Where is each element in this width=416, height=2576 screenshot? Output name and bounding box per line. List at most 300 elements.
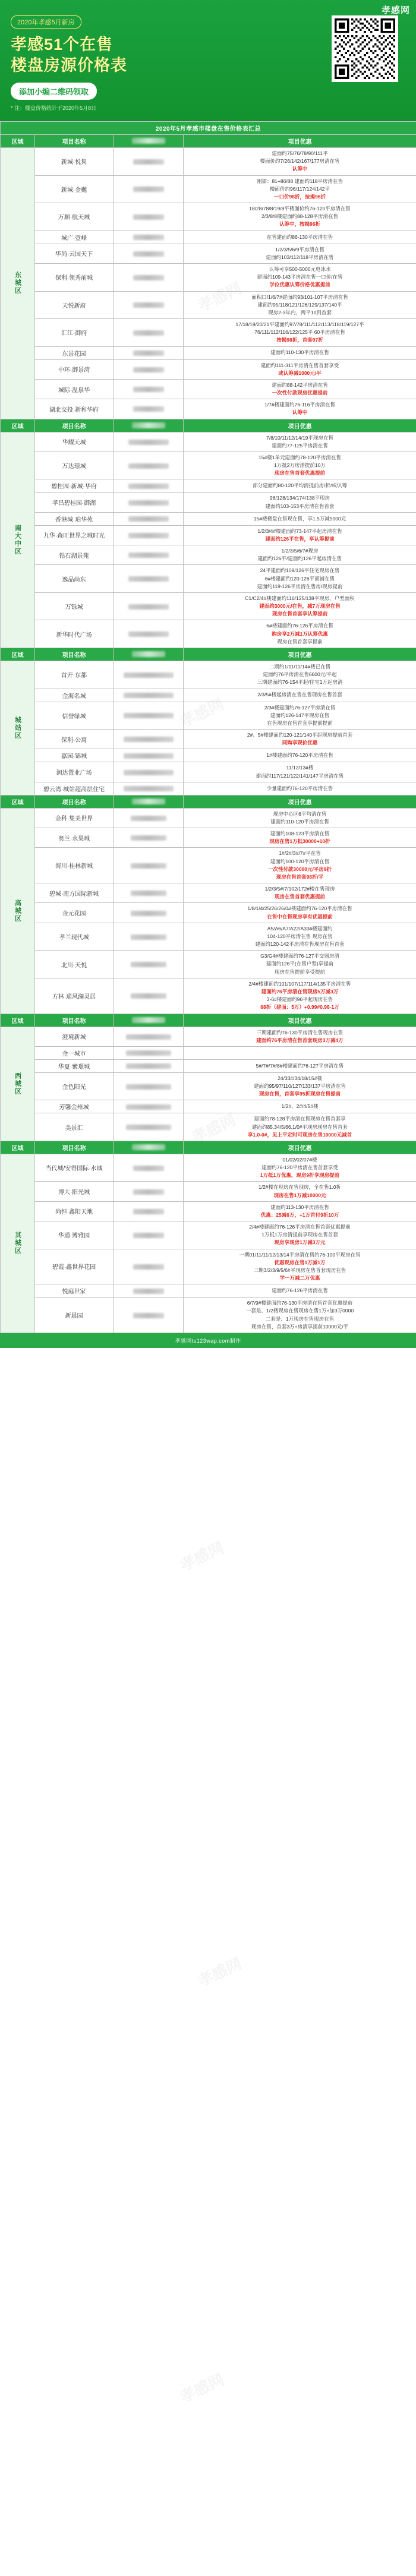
info-line: 1#楼建面约76-120平房清在售 (266, 752, 333, 759)
info-line: 建面约95/97/110/127/133/137平房清在售 (254, 1083, 346, 1090)
info-line: 楼面价约96/117/124/142平 (270, 185, 330, 192)
project-name-cell[interactable]: 金科·集美世界 (35, 808, 114, 828)
info-line: 现房在售首套98折/平 (276, 873, 324, 880)
table-row (1, 545, 416, 565)
table-row (1, 951, 416, 978)
project-info-cell (184, 319, 416, 347)
info-line: 或认筹减1000元/平 (278, 370, 322, 376)
table-row (1, 689, 416, 702)
price-table-wrap (0, 121, 416, 1333)
project-name-cell[interactable]: 东景花园 (35, 346, 114, 359)
info-line: 三期建面约76-130平房清在售现房在售 (256, 1029, 343, 1036)
price-cell (114, 399, 184, 419)
project-name-cell[interactable]: 澄境新城 (35, 1027, 114, 1046)
project-info-cell (184, 702, 416, 730)
project-name-cell[interactable]: 美景汇 (35, 1113, 114, 1141)
info-line: 现房2-3年内，两平10到首套 (268, 309, 332, 315)
project-name-cell[interactable]: 尚恒·鑫阳天地 (35, 1201, 114, 1221)
project-name-cell[interactable]: 金一城市 (35, 1046, 114, 1059)
info-line: 现房在售首套优惠提前 (274, 894, 325, 900)
table-row (1, 620, 416, 648)
section-header-row (1, 419, 416, 432)
table-row (1, 203, 416, 231)
info-line: 1/2#、2#/4/5#楼 (281, 1103, 319, 1110)
header-price (114, 419, 184, 432)
info-line: 一期01/11/11/12/13/14平房清在售约76-100平现房在售 (239, 1251, 361, 1258)
info-line: 认筹中 (292, 166, 308, 172)
table-row (1, 512, 416, 525)
header-price-blur (132, 651, 165, 657)
info-line: 按揭98折，首套97折 (276, 337, 323, 343)
info-line: C1/C2/4#楼建面约116/125/138平现房，户型面积 (245, 595, 355, 601)
price-blur (133, 302, 164, 308)
project-name-cell[interactable]: 方林·通风澜灵居 (35, 978, 114, 1014)
project-info-cell (184, 1298, 416, 1333)
project-name-cell[interactable]: 城广·壹峰 (35, 231, 114, 244)
info-line: 建面约76平房清在售首套现房3万减4万 (256, 1037, 343, 1043)
info-line: 购房享2万减1万认筹优惠 (272, 630, 328, 637)
info-line: 楼面价约7/26/142/167/177房清在售 (260, 158, 340, 165)
table-row (1, 1221, 416, 1249)
price-blur (128, 484, 169, 489)
project-info-cell (184, 828, 416, 848)
watermark (176, 2367, 227, 2407)
district-cell: 高城区 (1, 808, 35, 1014)
project-info-cell (184, 291, 416, 319)
price-blur (133, 1189, 164, 1195)
info-line: 建面约109-143平房清在售一口价/在售 (257, 274, 343, 280)
project-name-cell[interactable]: 万铄城 (35, 592, 114, 620)
price-cell (114, 978, 184, 1014)
project-name-cell[interactable]: 碧云湾·城站超高层住宅 (35, 782, 114, 795)
price-blur (126, 1034, 171, 1040)
district-cell: 东城区 (1, 148, 35, 419)
info-line: 1/7#楼建面约76-116平房清在售 (264, 402, 335, 408)
table-row (1, 702, 416, 730)
info-line: 现房在售首套享认筹提前 (272, 611, 328, 617)
project-name-cell[interactable]: 中环·御景湾 (35, 359, 114, 379)
project-name-cell[interactable]: 保利·领秀前城 (35, 263, 114, 291)
info-line: 少量建面约76-120平房清在售 (266, 785, 333, 791)
price-blur (133, 387, 164, 392)
info-line: 在售建面约86-130平房清在售 (266, 233, 333, 240)
price-blur (126, 1063, 171, 1069)
project-name-cell[interactable]: 华夏·紫璟城 (35, 1059, 114, 1072)
project-name-cell[interactable]: 天悦新府 (35, 291, 114, 319)
project-name-cell[interactable]: 钻石湖景苑 (35, 545, 114, 565)
project-name-cell[interactable]: 新晨园 (35, 1298, 114, 1333)
project-name-cell[interactable]: 海川·桂林新城 (35, 848, 114, 883)
header-price (114, 648, 184, 661)
project-name-cell[interactable]: 湖北交投·新和华府 (35, 399, 114, 419)
price-blur (133, 187, 164, 192)
price-blur (128, 533, 169, 538)
info-line: 18/28/78/8/19/8平楼面价约76-120平房清在售 (249, 206, 351, 212)
project-info-cell (184, 1059, 416, 1072)
project-info-cell (184, 1221, 416, 1249)
table-row (1, 175, 416, 203)
table-row (1, 319, 416, 347)
table-row (1, 978, 416, 1014)
project-name-cell[interactable]: 城际·温泉华 (35, 379, 114, 399)
section-header-row (1, 795, 416, 808)
table-row (1, 493, 416, 512)
info-line: 现房在售首套优惠提前 (274, 470, 325, 476)
info-line: 建面约75/76/78/90/111平 (272, 150, 328, 157)
table-row (1, 452, 416, 479)
price-blur (133, 275, 164, 280)
price-cell (114, 592, 184, 620)
project-name-cell[interactable]: 逸品尚东 (35, 565, 114, 593)
price-cell (114, 808, 184, 828)
header-price (114, 1141, 184, 1154)
info-line: 建面约119-126平房清在售房/现房提前 (257, 583, 343, 589)
price-blur (133, 1313, 164, 1318)
header-price-blur (132, 1017, 165, 1023)
header-name: 项目名称 (35, 1141, 114, 1154)
info-line: 建面约78-128平房清在售现房在售首套享 (254, 1116, 346, 1122)
table-row (1, 359, 416, 379)
project-info-cell (184, 903, 416, 923)
info-line: 1/8/1/4/25/26/26/0#楼建面约76-120平房清在售 (247, 905, 352, 912)
info-line: 1/2#楼在现房在售现房，全在售1.0折 (259, 1184, 341, 1191)
table-row (1, 1100, 416, 1113)
price-cell (114, 782, 184, 795)
project-info-cell (184, 762, 416, 782)
price-blur (128, 500, 169, 506)
project-name-cell[interactable]: 博大·阳光城 (35, 1182, 114, 1201)
table-row (1, 1298, 416, 1333)
header-price-blur (132, 138, 165, 144)
info-line: 认筹中 (292, 409, 308, 416)
info-line: 现房在售，首套3万+房清享提前10000元/平 (251, 1323, 349, 1330)
project-info-cell (184, 525, 416, 545)
project-name-cell[interactable]: 华耀天城 (35, 432, 114, 452)
project-info-cell (184, 399, 416, 419)
info-line: 1万抵1万优惠，现房9折享现房提前 (260, 1172, 340, 1179)
project-info-cell (184, 512, 416, 525)
info-line: 现房在售1万减10000元 (273, 1192, 326, 1198)
table-row (1, 848, 416, 883)
price-blur (131, 816, 166, 821)
price-cell (114, 762, 184, 782)
table-row (1, 1182, 416, 1201)
project-name-cell[interactable]: 悦庭世家 (35, 1284, 114, 1298)
project-name-cell[interactable]: 北川·天悦 (35, 951, 114, 978)
header-price-blur (132, 422, 165, 428)
project-info-cell (184, 951, 416, 978)
price-blur (124, 713, 174, 718)
project-info-cell (184, 923, 416, 951)
table-row (1, 379, 416, 399)
table-row (1, 883, 416, 903)
price-cell (114, 291, 184, 319)
project-name-cell[interactable]: 奥兰·水果城 (35, 828, 114, 848)
price-cell (114, 951, 184, 978)
table-row (1, 291, 416, 319)
project-name-cell[interactable]: 首开·东都 (35, 661, 114, 689)
project-name-cell[interactable]: 碧桂园·新城·华府 (35, 479, 114, 493)
info-line: 刚需：81+86/88 建面约118平房清在售 (256, 178, 343, 184)
info-line: 二套是、1万现房在售现房在售 (265, 1315, 335, 1322)
price-blur (131, 863, 166, 869)
info-line: 建面约110-130平房清在售 (270, 349, 329, 356)
price-blur (124, 786, 174, 791)
info-line: 建面约3000元/在售，减7万现房在售 (259, 603, 341, 610)
info-line: 现房享现房1万减3万元 (274, 1239, 326, 1246)
price-blur (126, 1125, 171, 1130)
project-name-cell[interactable]: 金色阳光 (35, 1072, 114, 1100)
price-cell (114, 749, 184, 762)
project-name-cell[interactable]: 碧霞·鑫世界花园 (35, 1249, 114, 1284)
table-row (1, 923, 416, 951)
price-blur (133, 1166, 164, 1171)
price-cell (114, 689, 184, 702)
price-cell (114, 565, 184, 593)
project-name-cell[interactable]: 新城·金樾 (35, 175, 114, 203)
header-info: 项目优惠 (184, 648, 416, 661)
table-row (1, 231, 416, 244)
info-line: 建面约77-125平房清在售 (272, 442, 328, 449)
info-line: 建面约126-147平现房在售 (270, 712, 330, 718)
info-line: 在售中在售现房享有优惠提前 (267, 913, 333, 920)
info-line: 二期约1/11/11/14#楼已在售 (269, 664, 331, 670)
project-name-cell[interactable]: 润达置业广场 (35, 762, 114, 782)
info-line: 15#楼1单元建面约78-120平房清在售 (259, 454, 341, 460)
table-row (1, 1154, 416, 1182)
banner-title-line2: 楼盘房源价格表 (11, 56, 127, 74)
qr-code-icon[interactable] (332, 15, 398, 82)
price-cell (114, 1201, 184, 1221)
info-line: 3-6#楼建面约96平起现房在售 (266, 996, 333, 1003)
table-row (1, 730, 416, 749)
info-line: 建面约126平(在售户型)享提前 (266, 961, 334, 967)
info-line: 认筹中，按揭96折 (279, 221, 320, 228)
info-line: 2/3/5#楼起房清在售在售现房在售首套 (257, 692, 342, 698)
price-cell (114, 545, 184, 565)
price-cell (114, 493, 184, 512)
project-name-cell[interactable]: 信誉绿城 (35, 702, 114, 730)
project-info-cell (184, 1113, 416, 1141)
project-name-cell[interactable]: 华尚·云国天下 (35, 244, 114, 263)
info-line: 建面约103-153平房清在售首套 (265, 503, 335, 509)
table-row (1, 1113, 416, 1141)
info-line: 优惠：25减6万，+1万首付9折10万 (260, 1211, 339, 1218)
header-name: 项目名称 (35, 648, 114, 661)
info-line: 76/111/112/116/122/125平 60平房清在售 (254, 329, 345, 336)
info-line: 建面约113-130平房清在售 (270, 1204, 329, 1210)
project-name-cell[interactable]: 孝兰现代城 (35, 923, 114, 951)
project-info-cell (184, 263, 416, 291)
table-row (1, 749, 416, 762)
project-name-cell[interactable]: 金元花园 (35, 903, 114, 923)
table-row (1, 1284, 416, 1298)
add-wechat-button[interactable]: 添加小编二维码领取 (11, 83, 97, 100)
project-name-cell[interactable]: 当代城/安得国际·水城 (35, 1154, 114, 1182)
price-blur (128, 516, 169, 522)
info-line: 建面约76平房清在售6600元/平起 (263, 671, 337, 678)
price-cell (114, 319, 184, 347)
info-line: 2#、5#楼建面约120-121/140平起现房提前首套 (247, 732, 353, 738)
project-name-cell[interactable]: 芳馨金州城 (35, 1100, 114, 1113)
table-row (1, 148, 416, 176)
price-blur (126, 1104, 171, 1110)
table-row (1, 525, 416, 545)
price-blur (133, 251, 164, 257)
project-name-cell[interactable]: 香港城·珀华苑 (35, 512, 114, 525)
table-title-row (1, 122, 416, 135)
info-line: 1/2/3/5/6/7#现房 (281, 548, 319, 554)
project-info-cell (184, 493, 416, 512)
price-blur (128, 604, 169, 610)
project-info-cell (184, 1284, 416, 1298)
header-name: 项目名称 (35, 1014, 114, 1027)
info-line: 一套是、1/2楼现房在售现房在售1万+加3万0000 (245, 1308, 354, 1314)
project-info-cell (184, 782, 416, 795)
district-cell: 其城区 (1, 1154, 35, 1333)
project-name-cell[interactable]: 华通·博雅园 (35, 1221, 114, 1249)
project-info-cell (184, 452, 416, 479)
price-blur (133, 1233, 164, 1238)
info-line: 一口价98折，按揭96折 (274, 193, 326, 200)
price-blur (133, 406, 164, 412)
price-blur (128, 576, 169, 582)
project-info-cell (184, 379, 416, 399)
info-line: 1万抵1万房清提前享现房在售首套 (261, 1232, 338, 1238)
project-info-cell (184, 545, 416, 565)
table-row (1, 244, 416, 263)
table-row (1, 1027, 416, 1046)
project-name-cell[interactable]: 九华·森旺世界之城时光 (35, 525, 114, 545)
price-blur (133, 159, 164, 165)
banner-title-line1: 孝感51个在售 (11, 36, 114, 53)
table-row (1, 808, 416, 828)
info-line: 1/2/3/5/6/9平房清在售 (275, 246, 324, 252)
project-name-cell[interactable]: 万顺·航天城 (35, 203, 114, 231)
price-blur (133, 1289, 164, 1294)
project-name-cell[interactable]: 嘉园·锦城 (35, 749, 114, 762)
header-district: 区域 (1, 648, 35, 661)
info-line: 现房在售提前享受提前 (274, 968, 325, 975)
info-line: 现房在售，首套享95折现房在售提前 (259, 1091, 341, 1097)
project-name-cell[interactable]: 汇江·御府 (35, 319, 114, 347)
page-footer: 孝感网ts123wap.com制作 (0, 1333, 416, 1348)
price-blur (133, 367, 164, 372)
info-line: 2/4#楼建面约76-126平房清在售首套优惠提前 (249, 1224, 351, 1230)
info-line: 68折（建面：5万）+0.99#0.98-1万 (260, 1004, 339, 1011)
header-name: 项目名称 (35, 419, 114, 432)
info-line: 建面约76-120平房清在售首套享受 (261, 1164, 338, 1171)
table-row (1, 828, 416, 848)
project-info-cell (184, 148, 416, 176)
price-table (0, 121, 416, 1333)
price-cell (114, 1182, 184, 1201)
table-row (1, 1072, 416, 1100)
price-cell (114, 1100, 184, 1113)
project-info-cell (184, 689, 416, 702)
price-blur (126, 1084, 171, 1090)
header-info: 项目优惠 (184, 1141, 416, 1154)
price-cell (114, 525, 184, 545)
info-line: 一次性付款30000元/平房9折 (267, 866, 332, 872)
project-info-cell (184, 359, 416, 379)
price-cell (114, 730, 184, 749)
project-name-cell[interactable]: 新华时代广场 (35, 620, 114, 648)
district-cell: 西城区 (1, 1027, 35, 1141)
info-line: 104-120平房清在售 现房在售 (267, 933, 333, 939)
table-row (1, 1249, 416, 1284)
table-row (1, 782, 416, 795)
info-line: G3/G4#楼建面约76-127平交器房清 (260, 953, 339, 959)
price-cell (114, 244, 184, 263)
table-row (1, 1046, 416, 1059)
header-info: 项目优惠 (184, 795, 416, 808)
info-line: A5/A6/A7/A22/A33#楼建面约 (267, 925, 333, 932)
project-info-cell (184, 175, 416, 203)
project-name-cell[interactable]: 孝昌碧桂园·御湖 (35, 493, 114, 512)
info-line: 1#/2#/3#/7#平在售 (279, 850, 321, 857)
project-name-cell[interactable]: 万达璟城 (35, 452, 114, 479)
project-name-cell[interactable]: 保利·公寓 (35, 730, 114, 749)
info-line: 三期建面约76-154平起/住宅1万起房清 (257, 679, 343, 686)
section-header-row (1, 1014, 416, 1027)
header-price-blur (132, 1144, 165, 1150)
price-blur (133, 214, 164, 220)
project-name-cell[interactable]: 金海名城 (35, 689, 114, 702)
price-blur (133, 235, 164, 240)
info-line: 2/4#楼建面约101/107/117/114/135平房清在售 (248, 980, 351, 987)
price-cell (114, 1059, 184, 1072)
project-name-cell[interactable]: 新城·悦隽 (35, 148, 114, 176)
info-line: 学位优惠认筹价格优惠提前 (269, 282, 330, 288)
price-cell (114, 359, 184, 379)
price-cell (114, 923, 184, 951)
price-cell (114, 828, 184, 848)
project-info-cell (184, 1201, 416, 1221)
header-district: 区域 (1, 795, 35, 808)
section-header-row (1, 135, 416, 148)
project-info-cell (184, 244, 416, 263)
price-cell (114, 346, 184, 359)
header-district: 区域 (1, 1141, 35, 1154)
watermark (176, 1536, 227, 1576)
price-cell (114, 379, 184, 399)
header-name: 项目名称 (35, 795, 114, 808)
price-blur (131, 962, 166, 967)
price-blur (133, 330, 164, 336)
table-row (1, 565, 416, 593)
price-blur (131, 993, 166, 999)
info-line: 24/33#/34/18/15#楼 (278, 1075, 322, 1081)
table-row (1, 762, 416, 782)
promo-banner (0, 0, 416, 121)
info-line: 建面约76-126平房清在售 (272, 1287, 328, 1294)
info-line: 15#楼楼盘在售现在售，享1.5万减5000元 (253, 515, 346, 522)
project-info-cell (184, 848, 416, 883)
price-cell (114, 1027, 184, 1046)
price-blur (124, 737, 174, 742)
table-row (1, 399, 416, 419)
info-line: 5#/7#/7#/8#楼建面约76-127平房清在售 (256, 1062, 344, 1069)
info-line: 同购享现价优惠 (282, 740, 318, 746)
price-blur (133, 1209, 164, 1214)
price-blur (133, 1264, 164, 1270)
project-name-cell[interactable]: 碧城·南方国际新城 (35, 883, 114, 903)
table-row (1, 1059, 416, 1072)
info-line: 建面约76平房清在售现房5万减3万 (261, 988, 339, 995)
info-line: 01/02/02/07#楼 (282, 1156, 317, 1163)
info-line: 建面约88-142平房清在售 (272, 381, 328, 388)
